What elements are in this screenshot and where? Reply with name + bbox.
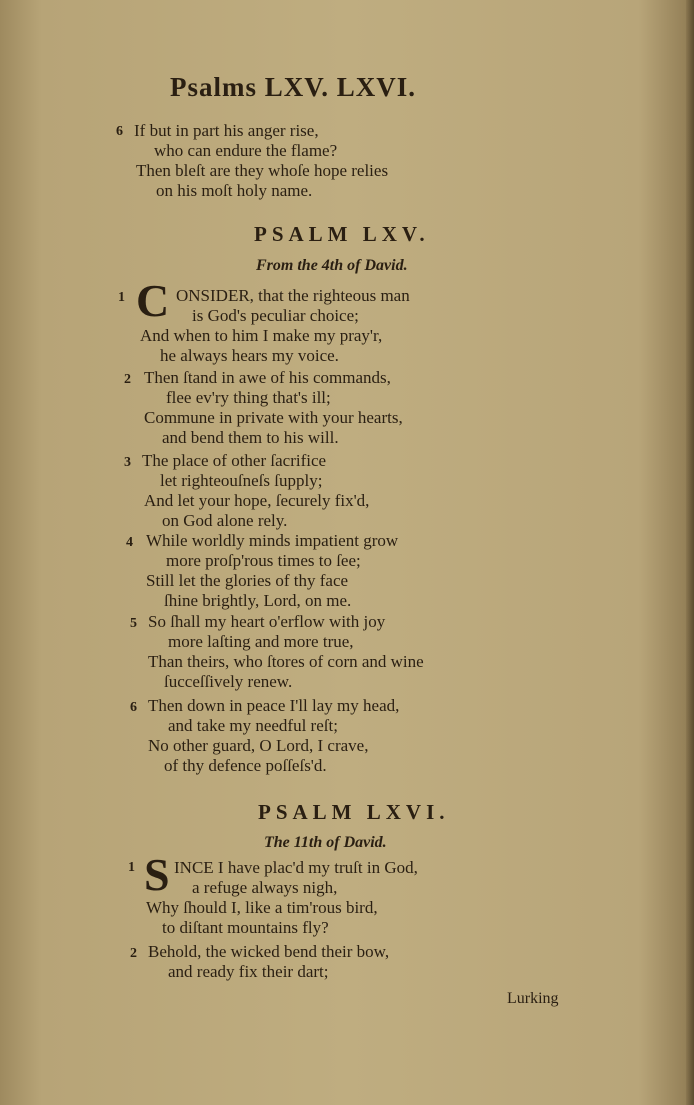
psalm-title: PSALM LXVI.	[258, 800, 450, 824]
verse-line: The place of other ſacrifice	[142, 451, 327, 470]
verse-line: Than theirs, who ſtores of corn and wine	[148, 652, 424, 671]
stanza-65-3	[142, 451, 369, 531]
verse-line: Then bleſt are they whoſe hope relies	[136, 161, 389, 180]
stanza-number: 1	[118, 290, 125, 305]
psalm-title: PSALM LXV.	[254, 222, 430, 246]
stanza-number: 2	[124, 372, 131, 387]
verse-line: Behold, the wicked bend their bow,	[148, 942, 390, 961]
running-head: Psalms LXV. LXVI.	[170, 72, 417, 102]
verse-line: more laſting and more true,	[168, 632, 354, 651]
verse-line: is God's peculiar choice;	[192, 306, 359, 325]
stanza-top-6	[134, 121, 388, 201]
stanza-number: 5	[130, 616, 137, 631]
psalm-subtitle: From the 4th of David.	[256, 257, 408, 274]
verse-line: Why ſhould I, like a tim'rous bird,	[146, 898, 378, 917]
verse-line: a refuge always nigh,	[192, 878, 338, 897]
stanza-65-5	[148, 612, 424, 692]
verse-line: and take my needful reſt;	[168, 716, 338, 735]
stanza-66-1	[146, 858, 418, 938]
verse-line: flee ev'ry thing that's ill;	[166, 388, 331, 407]
verse-line: and bend them to his will.	[162, 428, 339, 447]
verse-line: on God alone rely.	[162, 511, 288, 530]
verse-line: of thy defence poſſeſs'd.	[164, 756, 327, 775]
stanza-number: 4	[126, 535, 133, 550]
verse-line: and ready fix their dart;	[168, 962, 329, 981]
verse-line: If but in part his anger rise,	[134, 121, 319, 140]
stanza-number: 2	[130, 946, 137, 961]
stanza-number: 6	[130, 700, 137, 715]
verse-line: ONSIDER, that the righteous man	[176, 286, 410, 305]
stanza-number: 3	[124, 455, 131, 470]
verse-line: who can endure the flame?	[154, 141, 338, 160]
verse-line: And let your hope, ſecurely fix'd,	[144, 491, 370, 510]
verse-line: While worldly minds impatient grow	[146, 531, 399, 550]
stanza-65-6	[148, 696, 399, 776]
catchword: Lurking	[507, 990, 559, 1007]
verse-line: ſucceſſively renew.	[164, 672, 293, 691]
stanza-66-2	[148, 942, 389, 982]
verse-line: ſhine brightly, Lord, on me.	[164, 591, 352, 610]
stanza-65-2	[144, 368, 403, 448]
verse-line: INCE I have plac'd my truſt in God,	[174, 858, 418, 877]
verse-line: Then ſtand in awe of his commands,	[144, 368, 391, 387]
verse-line: on his moſt holy name.	[156, 181, 313, 200]
stanza-65-1	[140, 286, 410, 366]
psalm-subtitle: The 11th of David.	[264, 834, 387, 851]
stanza-number: 6	[116, 124, 123, 139]
verse-line: So ſhall my heart o'erflow with joy	[148, 612, 386, 631]
stanza-65-4	[146, 531, 398, 611]
verse-line: Then down in peace I'll lay my head,	[148, 696, 400, 715]
verse-line: Still let the glories of thy face	[146, 571, 349, 590]
verse-line: more proſp'rous times to ſee;	[166, 551, 361, 570]
verse-line: No other guard, O Lord, I crave,	[148, 736, 369, 755]
stanza-number: 1	[128, 860, 135, 875]
verse-line: And when to him I make my pray'r,	[140, 326, 383, 345]
verse-line: let righteouſneſs ſupply;	[160, 471, 323, 490]
drop-cap: S	[144, 849, 170, 900]
verse-line: Commune in private with your hearts,	[144, 408, 403, 427]
drop-cap: C	[136, 275, 170, 326]
verse-line: he always hears my voice.	[160, 346, 339, 365]
verse-line: to diſtant mountains fly?	[162, 918, 329, 937]
